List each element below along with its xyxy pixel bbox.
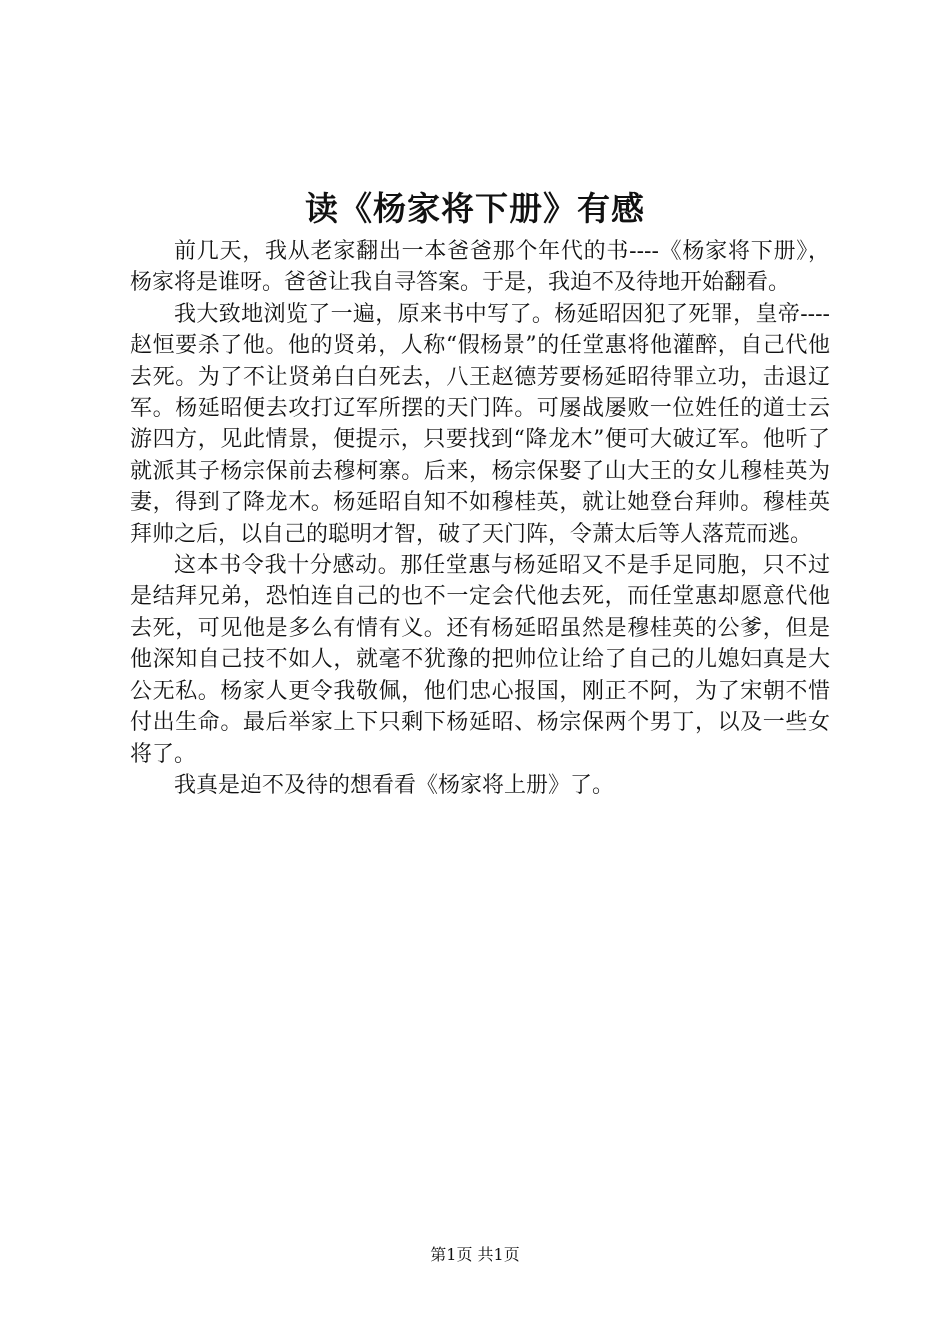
document-body [130,236,830,801]
paragraph-3: 这本书令我十分感动。那任堂惠与杨延昭又不是手足同胞，只不过是结拜兄弟，恐怕连自己的也不一定会代他去死，而任堂惠却愿意代他去死，可见他是多么有情有义。还有杨延昭虽然是穆桂英的公爹，但是他深知自己技不如人，就毫不犹豫的把帅位让给了自己的儿媳妇真是大公无私。杨家人更令我敬佩，他们忠心报国，刚正不阿，为了宋朝不惜付出生命。最后举家上下只剩下杨延昭、杨宗保两个男丁，以及一些女将了。 [130,553,830,767]
page-number-footer: 第1页 共1页 [430,1245,520,1264]
paragraph-1: 前几天，我从老家翻出一本爸爸那个年代的书----《杨家将下册》，杨家将是谁呀。爸爸让我自寻答案。于是，我迫不及待地开始翻看。 [130,239,830,296]
document-title: 读《杨家将下册》有感 [305,189,645,228]
paragraph-2: 我大致地浏览了一遍，原来书中写了。杨延昭因犯了死罪，皇帝----赵恒要杀了他。他的贤弟，人称“假杨景”的任堂惠将他灌醉，自己代他去死。为了不让贤弟白白死去，八王赵德芳要杨延昭待罪立功，击退辽军。杨延昭便去攻打辽军所摆的天门阵。可屡战屡败一位姓任的道士云游四方，见此情景，便提示，只要找到“降龙木”便可大破辽军。他听了就派其子杨宗保前去穆柯寨。后来，杨宗保娶了山大王的女儿穆桂英为妻，得到了降龙木。杨延昭自知不如穆桂英，就让她登台拜帅。穆桂英拜帅之后，以自己的聪明才智，破了天门阵，令萧太后等人落荒而逃。 [130,301,830,547]
paragraph-4: 我真是迫不及待的想看看《杨家将上册》了。 [174,772,615,798]
